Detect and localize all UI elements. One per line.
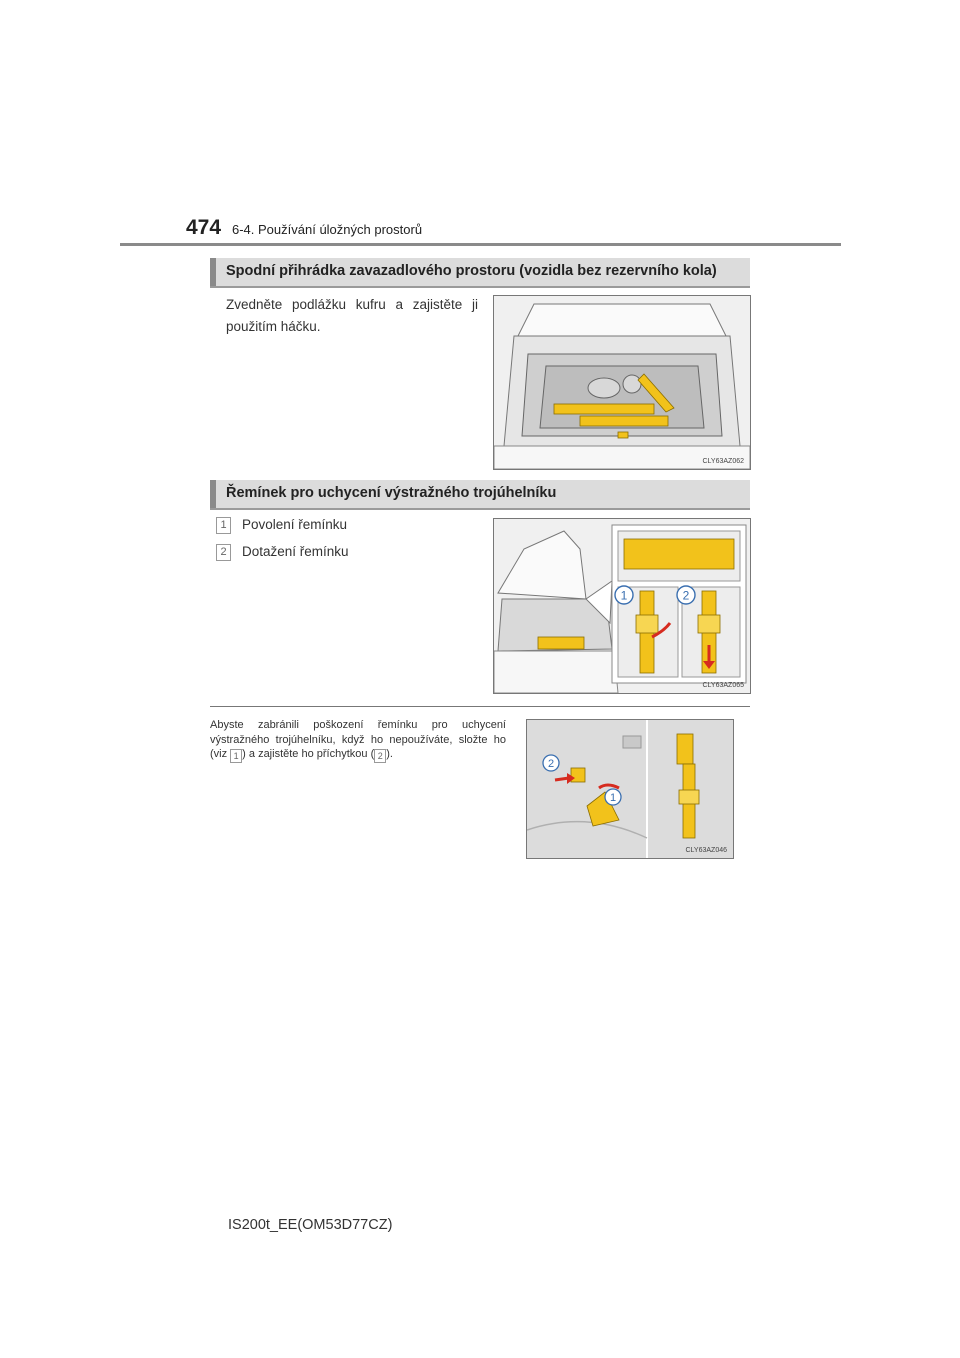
page-number: 474 [186, 216, 222, 239]
item-number-box: 1 [216, 517, 231, 534]
note-ref-number: 2 [374, 749, 386, 763]
triangle-strap-illustration [493, 518, 751, 694]
callout-label: 1 [609, 792, 617, 804]
strap-fold-illustration [526, 719, 734, 859]
chapter-title: 6-4. Používání úložných prostorů [232, 222, 423, 237]
section1-text: Zvedněte podlážku kufru a zajistěte ji použitím háčku. [226, 297, 478, 334]
section-divider [210, 706, 750, 707]
callout-label: 1 [620, 588, 628, 603]
footer-model-code: IS200t_EE(OM53D77CZ) [228, 1217, 393, 1233]
note-text-part: ). [386, 748, 393, 760]
note-text-part: ) a zajistěte ho příchytkou ( [242, 748, 375, 760]
figure-code: CLY63AZ046 [685, 847, 727, 854]
item-label: Povolení řemínku [242, 517, 348, 532]
section-title: Řemínek pro uchycení výstražného trojúhelníku [226, 485, 557, 501]
strap-fold-drawing [527, 720, 733, 858]
figure-code: CLY63AZ062 [702, 458, 744, 465]
callout-label: 2 [547, 758, 555, 770]
item-label: Dotažení řemínku [242, 544, 349, 559]
figure-code: CLY63AZ065 [702, 682, 744, 689]
section-title: Spodní přihrádka zavazadlového prostoru (vozidla bez rezervního kola) [226, 263, 717, 279]
section-heading-trunk-compartment [210, 258, 750, 288]
note-text [210, 718, 506, 763]
heading-bar [210, 258, 216, 286]
note-text-part: Abyste zabránili poškození řemínku pro uchycení výstražného trojúhelníku, když ho nepoužíváte, složte ho (viz [210, 719, 506, 760]
section-heading-triangle-strap [210, 480, 750, 510]
header-rule [120, 243, 841, 246]
trunk-floor-drawing [494, 296, 750, 469]
callout-label: 2 [682, 588, 690, 603]
triangle-strap-drawing [494, 519, 750, 693]
trunk-floor-illustration [493, 295, 751, 470]
item-number-box: 2 [216, 544, 231, 561]
note-ref-number: 1 [230, 749, 242, 763]
heading-bar [210, 480, 216, 508]
